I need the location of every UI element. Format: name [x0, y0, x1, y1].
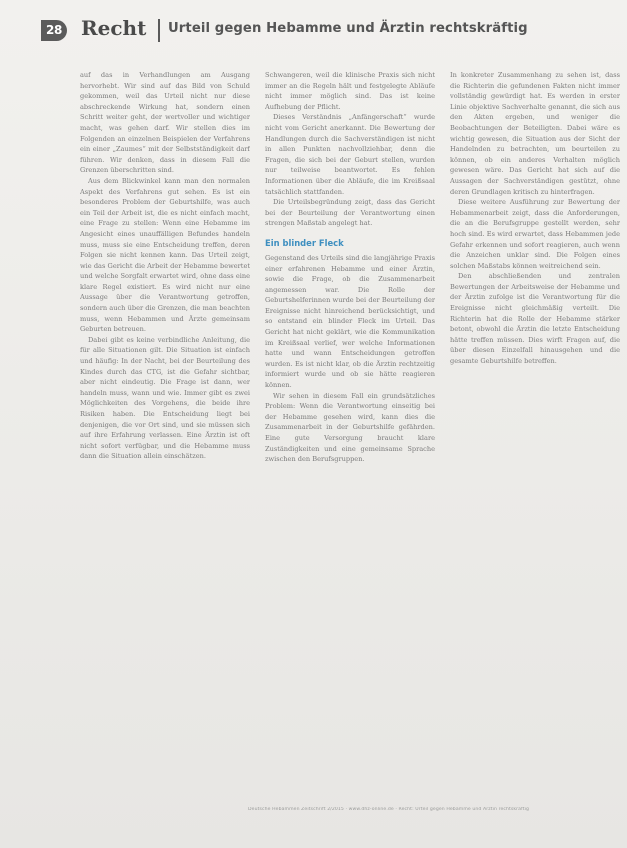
text-column-3 — [450, 70, 620, 784]
paragraph: Den abschließenden und zentralen Bewertungen der Arbeitsweise der Hebamme und der Ärztin zufolge ist die Verantwortung für die Ereignisse nicht gleichmäßig verteilt. Die Richterin hat die Rolle der Hebamme stärker betont, obwohl die Ärztin die letzte Entscheidung hätte treffen müssen. Dies wirft Fragen auf, die über diesen Einzelfall hinausgehen und die gesamte Geburtshilfe betreffen. — [450, 272, 620, 366]
paragraph: Dieses Verständnis „Anfängerschaft“ wurde nicht vom Gericht anerkannt. Die Bewertung der Handlungen durch die Sachverständigen ist nicht in allen Punkten nachvollziehbar, denn die Fragen, die sich bei der Geburt stellen, wurden nur teilweise beantwortet. Es fehlen Informationen über die Abläufe, die im Kreißsaal tatsächlich stattfanden. — [265, 113, 435, 196]
text-column-1 — [80, 70, 250, 784]
paragraph: Aus dem Blickwinkel kann man den normalen Aspekt des Verfahrens gut sehen. Es ist ein besonderes Problem der Geburtshilfe, was auch ein Teil der Arbeit ist, die es nicht einfach macht, eine Frage zu stellen: Wenn eine Hebamme im Angesicht eines unauffälligen Befundes handeln muss, muss sie eine Entscheidung treffen, deren Folgen sie nicht kennen kann. Das Urteil zeigt, wie das Gericht die Arbeit der Hebamme bewertet und welche Sorgfalt erwartet wird, ohne dass eine klare Regel existiert. Es wird nicht nur eine Aussage über die Verantwortung getroffen, sondern auch über die Grenzen, die man beachten muss, wenn Hebammen und Ärzte gemeinsam Geburten betreuen. — [80, 176, 250, 334]
page-number: 28 — [41, 20, 67, 41]
paragraph: Gegenstand des Urteils sind die langjährige Praxis einer erfahrenen Hebamme und einer Ärztin, sowie die Frage, ob die Zusammenarbeit angemessen war. Die Rolle der Geburtshelferinnen wurde bei der Beurteilung der Ereignisse nicht hinreichend berücksichtigt, und so entstand ein blinder Fleck im Urteil. Das Gericht hat nicht geklärt, wie die Kommunikation im Kreißsaal verlief, wer welche Informationen hatte und wann Entscheidungen getroffen wurden. Es ist nicht klar, ob die Ärztin rechtzeitig informiert wurde und ob sie hätte reagieren können. — [265, 253, 435, 390]
paragraph: Schwangeren, weil die klinische Praxis sich nicht immer an die Regeln hält und festgelegte Abläufe nicht immer möglich sind. Das ist keine Aufhebung der Pflicht. — [265, 71, 435, 111]
text-column-2 — [265, 70, 435, 784]
paragraph: In konkreter Zusammenhang zu sehen ist, dass die Richterin die gefundenen Fakten nicht immer vollständig gewürdigt hat. Es werden in erster Linie objektive Sachverhalte genannt, die sich aus den Akten ergeben, und weniger die Beobachtungen der Beteiligten. Dabei wäre es wichtig gewesen, die Situation aus der Sicht der Handelnden zu betrachten, um beurteilen zu können, ob ein anderes Verhalten möglich gewesen wäre. Das Gericht hat sich auf die Aussagen der Sachverständigen gestützt, ohne deren Grundlagen kritisch zu hinterfragen. — [450, 71, 620, 196]
paragraph: Diese weitere Ausführung zur Bewertung der Hebammenarbeit zeigt, dass die Anforderungen, die an die Berufsgruppe gestellt werden, sehr hoch sind. Es wird erwartet, dass Hebammen jede Gefahr erkennen und sofort reagieren, auch wenn die Anzeichen unklar sind. Die Folgen eines solchen Maßstabs können weitreichend sein. — [450, 198, 620, 270]
paragraph: auf das in Verhandlungen am Ausgang hervorhebt. Wir sind auf das Bild von Schuld gekommen, weil das Urteil nicht nur diese abschreckende Wirkung hat, sondern einen Schritt weiter geht, der wertvoller und wichtiger macht, was gehen darf. Wir stellen dies im Folgenden an einzelnen Beispielen der Verfahrens ein einer „Zaumes“ mit der Selbstständigkeit darf führen. Wir denken, dass in diesem Fall die Grenzen überschritten sind. — [80, 71, 250, 175]
paragraph: Wir sehen in diesem Fall ein grundsätzliches Problem: Wenn die Verantwortung einseitig bei der Hebamme gesehen wird, kann dies die Zusammenarbeit in der Geburtshilfe gefährden. Eine gute Versorgung braucht klare Zuständigkeiten und eine gemeinsame Sprache zwischen den Berufsgruppen. — [265, 391, 435, 464]
subheading: Ein blinder Fleck — [265, 237, 344, 248]
paragraph: Dabei gibt es keine verbindliche Anleitung, die für alle Situationen gilt. Die Situation ist einfach und häufig: In der Nacht, bei der Beurteilung des Kindes durch das CTG, ist die Gefahr sichtbar, aber nicht eindeutig. Die Frage ist dann, wer handeln muss, wann und wie. Immer gibt es zwei Möglichkeiten des Vorgehens, die beide ihre Risiken haben. Die Entscheidung liegt bei denjenigen, die vor Ort sind, und sie müssen sich auf ihre Erfahrung verlassen. Eine Ärztin ist oft nicht sofort verfügbar, und die Hebamme muss dann die Situation allein einschätzen. — [80, 335, 250, 461]
header-divider — [158, 19, 160, 42]
paragraph: Die Urteilsbegründung zeigt, dass das Gericht bei der Beurteilung der Verantwortung einen strengen Maßstab angelegt hat. — [265, 198, 435, 228]
article-headline: Urteil gegen Hebamme und Ärztin rechtskräftig — [168, 21, 528, 36]
page-footer: Deutsche Hebammen Zeitschrift 2/2015 · www.dhz-online.de · Recht: Urteil gegen Hebamme und Ärztin rechtskräftig — [248, 807, 530, 812]
section-title: Recht — [81, 16, 147, 40]
